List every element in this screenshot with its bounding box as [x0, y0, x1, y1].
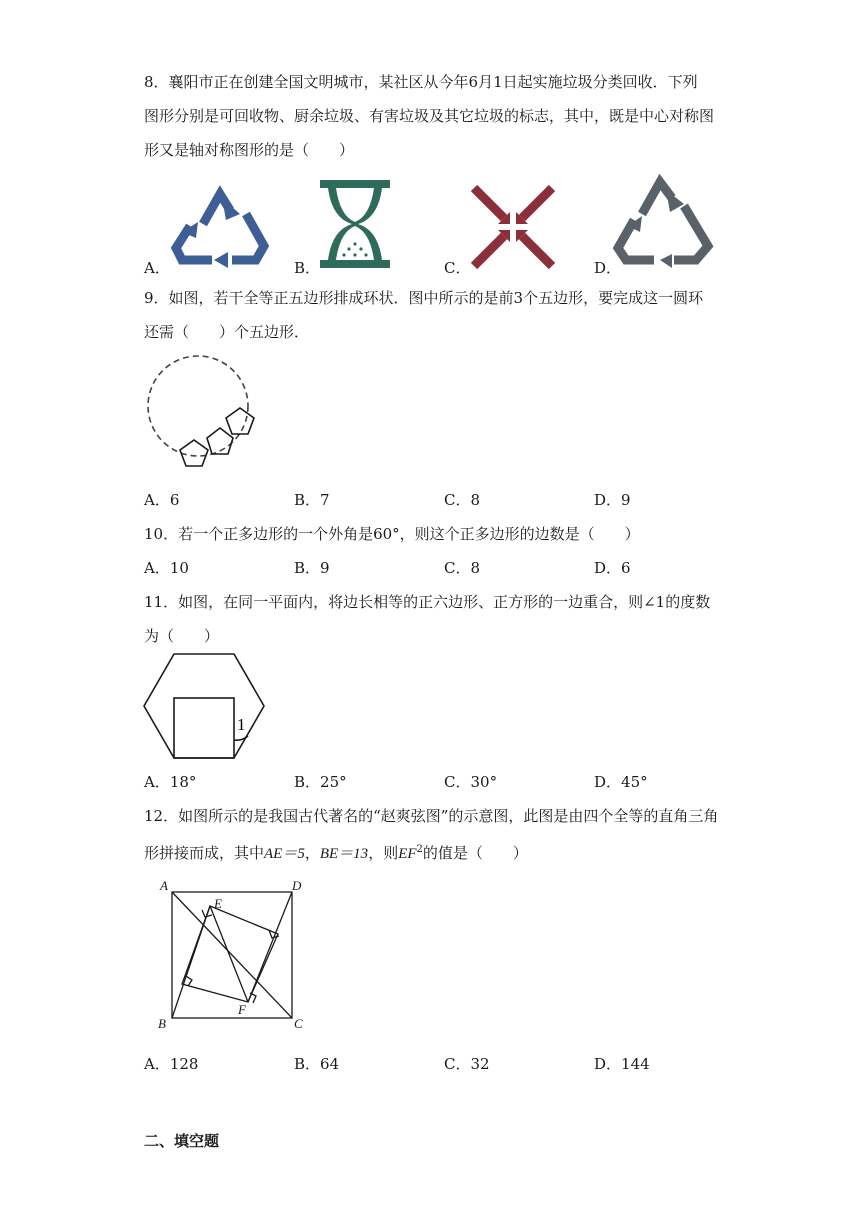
q12-option-d: D．144 — [594, 1055, 650, 1073]
label-b: B — [158, 1016, 166, 1031]
q11-option-d: D．45° — [594, 773, 648, 791]
q12-be-eq: BE＝13 — [319, 846, 369, 862]
q10-option-b: B．9 — [294, 559, 330, 577]
label-f: F — [238, 1002, 246, 1017]
q8-line-2: 图形分别是可回收物、厨余垃圾、有害垃圾及其它垃圾的标志，其中，既是中心对称图 — [144, 107, 715, 125]
hourglass-green-icon — [318, 178, 392, 270]
q8-line-3: 形又是轴对称图形的是（ ） — [144, 141, 355, 159]
q9-option-c: C．8 — [444, 491, 481, 509]
label-c: C — [294, 1016, 303, 1031]
recycle-blue-icon — [168, 174, 278, 270]
q9-option-d: D．9 — [594, 491, 631, 509]
angle-1-label: 1 — [237, 715, 246, 734]
crossed-arrows-red-icon — [470, 184, 556, 270]
q8-option-c-label: C． — [444, 259, 471, 277]
q11-line-2: 为（ ） — [144, 627, 220, 645]
q12-option-a: A．128 — [144, 1055, 199, 1073]
q12-text-c: 的值是（ ） — [422, 844, 528, 862]
q8-option-b-label: B． — [294, 259, 321, 277]
q9-line-2: 还需（ ）个五边形． — [144, 323, 310, 341]
q12-ae-eq: AE＝5 — [264, 846, 305, 862]
q10-option-a: A．10 — [144, 559, 189, 577]
q12-ef: EF — [398, 846, 417, 862]
q12-sep: ， — [304, 844, 320, 862]
q11-line-1: 11．如图，在同一平面内，将边长相等的正六边形、正方形的一边重合，则∠1的度数 — [144, 593, 711, 611]
q8-option-d-label: D． — [594, 259, 622, 277]
q12-line-1: 12．如图所示的是我国古代著名的“赵爽弦图”的示意图，此图是由四个全等的直角三角 — [144, 807, 719, 825]
hexagon-square-figure — [140, 652, 268, 762]
section-title: 二、填空题 — [144, 1132, 220, 1150]
q9-option-b: B．7 — [294, 491, 330, 509]
zhao-shuang-diagram — [152, 876, 312, 1032]
q10-option-c: C．8 — [444, 559, 481, 577]
label-a: A — [160, 878, 168, 893]
q12-option-c: C．32 — [444, 1055, 490, 1073]
recycle-gray-icon — [612, 168, 716, 272]
q11-option-c: C．30° — [444, 773, 498, 791]
q11-option-b: B．25° — [294, 773, 347, 791]
q12-text-b: ，则 — [368, 844, 399, 862]
q9-option-a: A．6 — [144, 491, 180, 509]
q11-option-a: A．18° — [144, 773, 197, 791]
q8-line-1: 8．襄阳市正在创建全国文明城市，某社区从今年6月1日起实施垃圾分类回收．下列 — [144, 73, 698, 91]
q10-line-1: 10．若一个正多边形的一个外角是60°，则这个正多边形的边数是（ ） — [144, 525, 640, 543]
q12-ef-sup: 2 — [416, 844, 423, 855]
label-e: E — [214, 896, 222, 911]
q12-text-a: 形拼接而成，其中 — [144, 844, 265, 862]
pentagon-ring-figure — [144, 354, 266, 474]
q8-option-a-label: A． — [144, 259, 170, 277]
q9-line-1: 9．如图，若干全等正五边形排成环状．图中所示的是前3个五边形，要完成这一圆环 — [144, 289, 704, 307]
q12-line-2 — [144, 840, 528, 864]
q10-option-d: D．6 — [594, 559, 631, 577]
q12-option-b: B．64 — [294, 1055, 340, 1073]
label-d: D — [292, 878, 302, 893]
